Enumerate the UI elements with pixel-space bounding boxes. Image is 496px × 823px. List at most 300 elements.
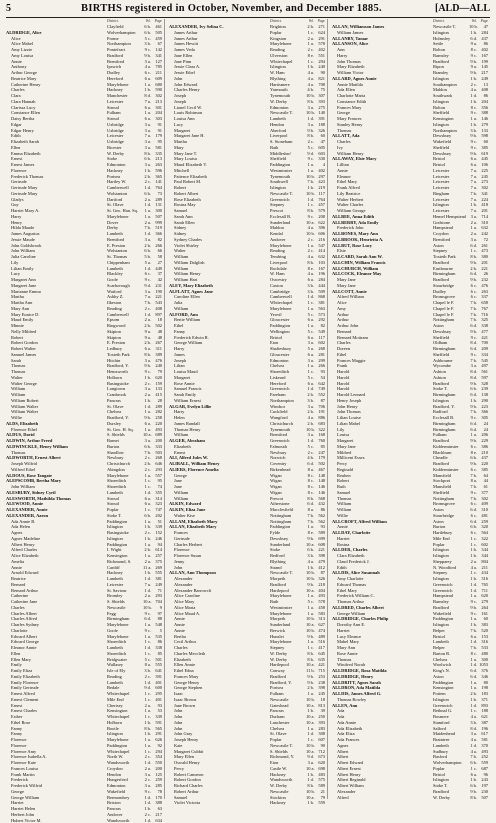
entry-district: Shoreditch [107,478,143,484]
entry-district: Chelsea [433,657,469,663]
entry-district: Lambeth [433,743,469,749]
entry-district: Braintree [433,737,469,743]
entry-name: Ada [332,708,433,714]
entry-district: Wigan [270,490,306,496]
entry-volume: 6 d. [469,519,477,525]
entry-volume: 6 a. [143,116,151,122]
entry-page: 621 [477,714,488,720]
entry-district: Cheadle [433,455,469,461]
entry-page: 634 [151,818,162,823]
entry-district: Portsea [270,685,306,691]
entry-page: 39 [314,708,325,714]
entry-district: Birmingham [433,271,469,277]
entry-district: Falmouth [270,444,306,450]
entry-page: 749 [314,386,325,392]
entry-page: 267 [151,340,162,346]
entry-volume: 6 c. [143,70,151,76]
entry-district: Bristol [270,335,306,341]
entry-district: Basingstoke [107,530,143,536]
entry-district: Whitechapel [107,749,143,755]
entry-page: 624 [314,30,325,36]
entry-page: 603 [314,151,325,157]
entry-page: 225 [477,168,488,174]
entry-name: ALFLATT, Agnes Jane [169,289,270,295]
entry-district: Greenwich [270,197,306,203]
entry-page: 87 [314,570,325,576]
entry-district: Sheffield [433,335,469,341]
entry-district: Wandsworth [107,818,143,823]
entry-page: 458 [314,605,325,611]
entry-page: 138 [477,392,488,398]
entry-volume: 1 b. [143,731,151,737]
entry-volume: 2 c. [143,754,151,760]
entry-name: Ruth [332,484,433,490]
entry-district: Shaftesbury [270,346,306,352]
entry-name: Ernest [6,156,107,162]
entry-volume: 7 a. [469,208,477,214]
entry-volume: 10 b. [143,605,151,611]
entry-name: James Arthur [169,30,270,36]
entry-district: Marylebone [107,82,143,88]
entry-page: 581 [477,737,488,743]
entry-page: 581 [151,145,162,151]
entry-district: Bradford [433,789,469,795]
entry-page: 292 [314,317,325,323]
entry-volume: 2 c. [306,139,314,145]
entry-district: Bristol [433,772,469,778]
entry-volume: 8 c. [469,47,477,53]
entry-name: William [169,254,270,260]
entry-district: Morpeth [270,576,306,582]
entry-name: George William [332,611,433,617]
entry-district: St. Olave [107,404,143,410]
entry-page: 290 [477,398,488,404]
entry-name: Violet Shirley [169,243,270,249]
entry-volume: 1 b. [306,772,314,778]
entry-page: 217 [151,812,162,818]
entry-district: Lambeth [107,266,143,272]
entry-volume: 10 b. [306,174,314,180]
entry-name: ALEXANDER, Aaron [6,513,107,519]
entry-district: Fulham [107,110,143,116]
entry-page: 658 [477,300,488,306]
entry-page: 893 [477,703,488,709]
entry-volume: 7 b. [469,409,477,415]
entry-volume: 2 c. [143,530,151,536]
entry-volume: 1 a. [469,685,477,691]
entry-page: 188 [314,122,325,128]
entry-district: Bethnal G. [433,708,469,714]
entry-district: Prescot [270,496,306,502]
register-entry [6,818,162,823]
entry-page: 396 [314,225,325,231]
entry-district: Islington [433,122,469,128]
entry-page: 598 [477,133,488,139]
entry-name: Louisa [332,432,433,438]
entry-volume: 6 d. [469,427,477,433]
entry-district: Richmond, S. [107,559,143,565]
entry-district: Hartlebury [433,530,469,536]
entry-district: Stoke [107,156,143,162]
entry-name: Sarah Ellen [169,220,270,226]
entry-name: Annie [332,524,433,530]
entry-volume: 8 c. [306,478,314,484]
entry-volume: 9 c. [469,599,477,605]
entry-district: Maldon [433,87,469,93]
entry-name: Mary Jane [332,277,433,283]
entry-page: 190 [151,289,162,295]
entry-district: Islington [433,202,469,208]
entry-district: Marylebone [270,243,306,249]
entry-page: 249 [151,582,162,588]
entry-page: 94 [151,542,162,548]
entry-district: Islington [107,536,143,542]
entry-name: Edward George [6,639,107,645]
entry-volume: 9 b. [469,438,477,444]
entry-district: Barnsley [433,599,469,605]
entry-volume: 9 c. [143,369,151,375]
entry-district: Paddington [270,524,306,530]
entry-district: Shardlow [107,450,143,456]
entry-name: Mary Jane T. [169,151,270,157]
entry-volume: 7 a. [469,168,477,174]
entry-page: 375 [151,559,162,565]
entry-volume: 3 a. [469,731,477,737]
entry-district: Hartismere [270,82,306,88]
entry-district: Leicester [433,168,469,174]
entry-name: Gertrude Mary [6,191,107,197]
entry-volume: 10 a. [306,749,314,755]
entry-name: Lilian [169,363,270,369]
entry-volume: 2 b. [306,392,314,398]
entry-name: Rosina May [169,202,270,208]
entry-name: William George [332,208,433,214]
entry-name: Emily Elizabeth [6,674,107,680]
entry-district: Bristol [433,156,469,162]
entry-page: 85 [151,651,162,657]
entry-district: Caxton [270,283,306,289]
entry-name: Edgar [6,122,107,128]
entry-district: Stepney [433,248,469,254]
entry-page: 74 [151,484,162,490]
entry-volume: 2 b. [143,340,151,346]
entry-volume: 8 e. [469,450,477,456]
entry-page: 253 [314,674,325,680]
entry-page: 211 [477,565,488,571]
entry-district: W. Ham [270,70,306,76]
entry-district: Stoke T. [433,386,469,392]
entry-district: Aston [433,674,469,680]
entry-district: Stoke T. [433,783,469,789]
entry-district: Skipton [107,329,143,335]
entry-name: ALLDIS, James Alfred G. [332,691,433,697]
entry-volume: 2 c. [143,381,151,387]
entry-district: Lambeth [107,645,143,651]
entry-name: Ethel [169,323,270,329]
entry-name: Catherine Henry [6,82,107,88]
entry-page: 82 [151,237,162,243]
entry-volume: 1 d. [306,386,314,392]
entry-district: Brighton [270,24,306,30]
entry-name: Elizabeth [169,444,270,450]
entry-page: 53 [151,708,162,714]
entry-name: Lucy Eleanor [332,634,433,640]
entry-district: Croydon [107,766,143,772]
entry-volume: 9 b. [469,277,477,283]
entry-volume: 1 b. [469,576,477,582]
entry-page: 444 [314,283,325,289]
entry-page: 388 [477,110,488,116]
entry-district: Basford [433,754,469,760]
entry-district: Pottem [433,691,469,697]
entry-volume: 2 a. [469,559,477,565]
entry-volume: 10 a. [306,542,314,548]
entry-name: James Veda [169,47,270,53]
entry-district: Barton R. [433,651,469,657]
entry-page: 141 [151,179,162,185]
entry-district: Dewsbury [270,536,306,542]
entry-name: Ernest [6,703,107,709]
entry-page: 201 [477,208,488,214]
entry-district: Leicester [433,197,469,203]
entry-district: Lambeth [107,490,143,496]
entry-page: 27 [151,260,162,266]
entry-page: 555 [151,662,162,668]
entry-name: Daisy Bertha [6,116,107,122]
entry-name: Harriet [332,536,433,542]
entry-name: William [169,490,270,496]
entry-volume: 1 a. [306,323,314,329]
entry-name: Claud Frederick J. [332,559,433,565]
entry-district: Epsom [107,317,143,323]
entry-district: E. Preston [107,243,143,249]
entry-district: Greenwich [270,438,306,444]
entry-page: 310 [477,507,488,513]
entry-district: Ledbury [107,346,143,352]
entry-volume: 6 a. [469,156,477,162]
entry-district: W. Derby [270,657,306,663]
entry-volume: 1 d. [469,93,477,99]
entry-page: 605 [314,145,325,151]
entry-volume: 6 b. [143,191,151,197]
entry-name: William [6,392,107,398]
entry-volume: 7 b. [143,450,151,456]
entry-district: Macclesfield [270,507,306,513]
entry-page: 60 [477,616,488,622]
entry-volume: 1 a. [143,409,151,415]
entry-name: Ada Eliza [332,731,433,737]
entry-page: 200 [151,766,162,772]
entry-page: 259 [477,519,488,525]
entry-volume: 9 a. [469,41,477,47]
entry-volume: 8 e. [306,530,314,536]
entry-page: 196 [314,271,325,277]
entry-name: Alice [6,36,107,42]
entry-volume: 1 a. [143,427,151,433]
entry-page: 764 [314,197,325,203]
entry-name: Louis Robinson [169,110,270,116]
entry-district: Norwich [270,455,306,461]
entry-volume: 7 b. [143,225,151,231]
entry-volume: 10 b. [306,697,314,703]
entry-page: 519 [151,225,162,231]
entry-name: Lionel Cecil W. [169,105,270,111]
entry-name: James Hewitt [169,41,270,47]
entry-volume: 1 a. [469,432,477,438]
entry-district: Morpeth [270,616,306,622]
entry-name: Florence [169,547,270,553]
entry-name: Martha Ann [6,300,107,306]
entry-district: Goole [107,277,143,283]
entry-district: Hartlepool [270,588,306,594]
entry-volume: 9 b. [306,582,314,588]
entry-volume: 7 a. [143,99,151,105]
entry-page: 273 [477,179,488,185]
entry-volume: 3 a. [143,139,151,145]
entry-name: Thomas Arthur [332,599,433,605]
entry-name: John Gray [169,731,270,737]
entry-page: 289 [151,197,162,203]
entry-name: ALDWIN, Arthur Freed [6,438,107,444]
entry-name: Maud Emily [6,317,107,323]
entry-name: Margaret Ann [6,277,107,283]
entry-volume: 3 a. [143,59,151,65]
entry-district: Christchurch [107,461,143,467]
entry-district: Bradford [433,381,469,387]
entry-district: Southwark [433,93,469,99]
entry-volume: 1 b. [469,777,477,783]
entry-page: 221 [477,266,488,272]
entry-name: Ada Elizabeth [332,726,433,732]
entry-volume: 2 a. [143,197,151,203]
entry-district: Bradford, Y. [107,363,143,369]
entry-district: Tynemouth [270,93,306,99]
entry-name: Mary Frances [332,116,433,122]
entry-page: 547 [314,243,325,249]
entry-volume: 6 a. [306,277,314,283]
entry-district: Islington [270,185,306,191]
entry-volume: 4 a. [469,565,477,571]
entry-page: 47 [477,24,488,30]
entry-name: William [332,507,433,513]
entry-name: ALGAR, Evelyn Lillie [169,404,270,410]
entry-name: Charles Henry [169,87,270,93]
entry-page: 95 [151,139,162,145]
entry-name: Robert Arthur [169,789,270,795]
entry-name: Annie [6,59,107,65]
entry-page: 91 [151,122,162,128]
entry-name: George Stephen [169,685,270,691]
entry-name: Ivy [332,145,433,151]
entry-page: 245 [314,691,325,697]
entry-district: Bromley [107,593,143,599]
entry-volume: 1 a. [306,605,314,611]
entry-district: Gloucester [270,317,306,323]
entry-district: Kensington [433,116,469,122]
entry-volume: 3 a. [306,432,314,438]
entry-district: Barnet [107,438,143,444]
entry-district: Portsea [107,174,143,180]
entry-volume: 8 b. [306,208,314,214]
entry-volume: 1 a. [143,82,151,88]
entry-volume: 6 d. [306,501,314,507]
entry-page: 293 [151,467,162,473]
entry-volume: 8 b. [306,783,314,789]
entry-district: Hampstead [433,593,469,599]
entry-name: Ellen Mary [6,657,107,663]
entry-name: Florence Kate [6,760,107,766]
entry-volume: 1 b. [469,697,477,703]
entry-district: Paddington [107,519,143,525]
entry-volume: 6 a. [143,105,151,111]
entry-page: 334 [477,352,488,358]
entry-page: 474 [314,628,325,634]
entry-district: Atherstone [270,501,306,507]
entry-district: Stroud [107,105,143,111]
entry-district: Hendon [107,772,143,778]
page-header [6,3,490,18]
entry-district: Barnsley [433,53,469,59]
entry-district: Islington [433,697,469,703]
entry-page: 712 [314,749,325,755]
entry-page: 93 [151,703,162,709]
entry-volume: 1 d. [306,116,314,122]
entry-page: 573 [314,312,325,318]
entry-district: Hampstead [433,225,469,231]
entry-page: 167 [477,53,488,59]
entry-volume: 10 b. [306,110,314,116]
entry-district: Windsor [270,404,306,410]
entry-name: William Henry [332,151,433,157]
entry-page: 289 [151,404,162,410]
entry-district: Brixton [107,800,143,806]
entry-district: Gateshead [270,703,306,709]
entry-volume: 1 d. [143,185,151,191]
entry-page: 258 [151,415,162,421]
entry-name: George Henry [169,680,270,686]
entry-district: Andover [270,237,306,243]
entry-district: Islington [433,547,469,553]
entry-page: 145 [477,64,488,70]
entry-page: 95 [151,478,162,484]
entry-name: Arthur John [332,323,433,329]
entry-name: Amy Lizzie [6,47,107,53]
entry-volume: 8 b. [306,651,314,657]
entry-page: 300 [151,208,162,214]
entry-district: Paddington [107,743,143,749]
entry-district: St. Geo. H. Sq. [107,427,143,433]
entry-volume: 1 c. [306,30,314,36]
entry-page: 243 [477,777,488,783]
entry-volume: 8 b. [469,795,477,801]
entry-page: 161 [477,611,488,617]
entry-name: James Arthur [169,36,270,42]
entry-page: 479 [314,559,325,565]
entry-page: 268 [151,455,162,461]
entry-volume: 2 c. [143,455,151,461]
entry-name: Julia [169,300,270,306]
entry-volume: 6 a. [143,421,151,427]
entry-district: Dudley [433,289,469,295]
entry-name: George [169,473,270,479]
entry-page: 140 [314,110,325,116]
entry-volume: 8 c. [469,651,477,657]
entry-page: 520 [477,628,488,634]
entry-name: Frederick John [332,225,433,231]
entry-district: Poplar [270,30,306,36]
entry-name: Robert Cameron [169,772,270,778]
entry-name: ALLDRON, Ada Matilda [332,685,433,691]
